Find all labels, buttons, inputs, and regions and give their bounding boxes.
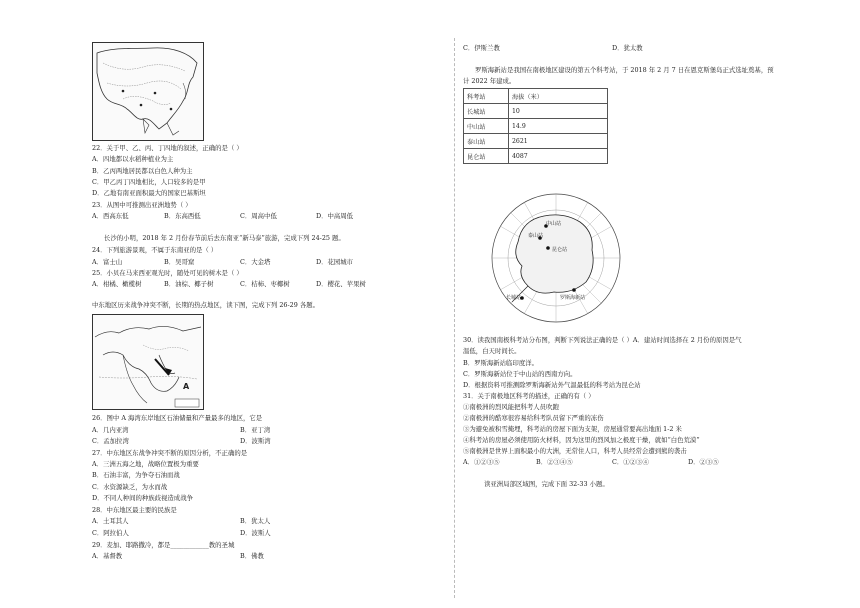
- q24-option-b[interactable]: B．吴哥窟: [164, 258, 195, 266]
- table-row: [464, 134, 608, 149]
- q23-stem: 23．从图中可推测出亚洲地势（ ）: [92, 201, 192, 209]
- q29-option-c[interactable]: C．伊斯兰教: [463, 44, 500, 52]
- q30-option-b[interactable]: B．罗斯海新站临印度洋。: [463, 359, 538, 367]
- q31-option-d[interactable]: D．②③⑤: [688, 458, 719, 466]
- q31-statement-4: ④科考站的房屋必须使用防火材料，因为这里的烈风加之极度干燥，就如“白色荒漠”: [463, 436, 700, 444]
- q24-option-d[interactable]: D．花园城市: [316, 258, 354, 266]
- table-cell-station: 中山站: [464, 119, 509, 134]
- q31-statement-2: ②南极洲的酷寒很容易给科考队员留下严重的冻伤: [463, 414, 604, 422]
- passage-32-33: 读亚洲局部区域图，完成下面 32-33 小题。: [484, 480, 609, 488]
- table-row: [464, 119, 608, 134]
- q23-option-b[interactable]: B．东高西低: [164, 212, 201, 220]
- q23-option-c[interactable]: C．周高中低: [240, 212, 277, 220]
- antarctica-station-map: [488, 190, 624, 326]
- passage-30-31-line1: 罗斯海新站是我国在南极地区建设的第五个科考站，于 2018 年 2 月 7 日在恩克斯堡岛正式选址奠基，预: [475, 66, 774, 74]
- label-zhongshan: 中山站: [546, 221, 562, 227]
- q30-stem-line1: 30．读我国南极科考站分布图，判断下列说法正确的是（ ）A．建站时间选择在 2 月份的原因是气: [463, 336, 742, 344]
- passage-30-31-line2: 计 2022 年建成。: [463, 77, 516, 85]
- q26-option-d[interactable]: D．波斯湾: [240, 437, 271, 445]
- q31-statement-5: ⑤南极洲是世界上面积最小的大洲，无常住人口，科考人员经常会遭到熊的袭击: [463, 447, 687, 455]
- table-cell-altitude: 4087: [509, 149, 608, 164]
- q24-stem: 24．下列旅游景观，不属于东南亚的是（ ）: [92, 246, 218, 254]
- q25-stem: 25．小贝在马来西亚观光时，随处可见的树木是（ ）: [92, 269, 243, 277]
- q25-option-c[interactable]: C．桔柿、枣椰树: [240, 280, 290, 288]
- table-cell-altitude: 14.9: [509, 119, 608, 134]
- q31-option-c[interactable]: C．①②③④: [612, 458, 649, 466]
- q31-option-b[interactable]: B．②③④⑤: [536, 458, 573, 466]
- column-divider: [454, 38, 455, 598]
- q22-option-d[interactable]: D．乙地有南亚面积最大的国家巴基斯坦: [92, 189, 206, 197]
- q28-stem: 28．中东地区最主要的民族是: [92, 506, 177, 514]
- q24-option-c[interactable]: C．大金塔: [240, 258, 271, 266]
- q26-stem: 26．图中 A 海湾东岸地区石油储量和产量最多的地区，它是: [92, 414, 263, 422]
- antarctica-map-drawing: [488, 190, 624, 326]
- map-point-a-label: A: [183, 382, 190, 391]
- q27-option-d[interactable]: D．不同人种间的种族歧视造成战争: [92, 494, 193, 502]
- middle-east-map: [92, 314, 204, 410]
- q31-statement-1: ①南极洲的烈风能把科考人员吹跑: [463, 403, 559, 411]
- q30-option-c[interactable]: C．罗斯海新站位于中山站的西南方向。: [463, 370, 577, 378]
- q26-option-b[interactable]: B．亚丁湾: [240, 426, 271, 434]
- asia-map: [92, 42, 204, 141]
- q27-option-a[interactable]: A．三洲五海之地，战略位置极为重要: [92, 460, 199, 468]
- table-cell-altitude: 2621: [509, 134, 608, 149]
- table-cell-station: 泰山站: [464, 134, 509, 149]
- table-header-row: [464, 89, 608, 104]
- q22-option-c[interactable]: C．甲乙丙丁四地相比，人口较多的是甲: [92, 178, 206, 186]
- q27-option-c[interactable]: C．水资源缺乏，为水而战: [92, 483, 168, 491]
- q27-option-b[interactable]: B．石油丰富，为争夺石油而战: [92, 471, 180, 479]
- q27-stem: 27．中东地区东战争冲突不断的原因分析，不正确的是: [92, 449, 248, 457]
- label-ross-sea-station: 罗斯海新站: [560, 295, 586, 301]
- table-cell-station: 昆仑站: [464, 149, 509, 164]
- label-changcheng: 长城站: [506, 295, 522, 301]
- table-header-altitude: 海拔（米）: [509, 89, 608, 104]
- passage-24-25: 长沙的小明，2018 年 2 月份春节前后去东南亚“新马泰”旅游，完成下列 24-25 题。: [104, 234, 345, 242]
- q29-option-b[interactable]: B．佛教: [240, 552, 264, 560]
- table-cell-altitude: 10: [509, 104, 608, 119]
- q31-option-a[interactable]: A．①②③⑤: [463, 458, 500, 466]
- q31-statement-3: ③为避免被积雪掩埋，科考站的房屋下面为支架，房屋通常要高出地面 1-2 米: [463, 425, 682, 433]
- q25-option-a[interactable]: A．柑橘、橄榄树: [92, 280, 142, 288]
- q28-option-c[interactable]: C．阿拉伯人: [92, 529, 129, 537]
- q30-option-d[interactable]: D．根据资料可推测除罗斯海新站外气温最低的科考站为昆仑站: [463, 381, 641, 389]
- q28-option-b[interactable]: B．犹太人: [240, 517, 271, 525]
- q29-option-d[interactable]: D．犹太教: [612, 44, 643, 52]
- q29-stem: 29．麦加、耶路撒冷，都是____________教的圣城: [92, 541, 235, 549]
- station-table: [463, 88, 608, 164]
- q23-option-d[interactable]: D．中高周低: [316, 212, 354, 220]
- q31-stem: 31．关于南极地区科考的描述，正确的有（ ）: [463, 392, 595, 400]
- q29-option-a[interactable]: A．基督教: [92, 552, 123, 560]
- table-row: [464, 104, 608, 119]
- table-row: [464, 149, 608, 164]
- q25-option-b[interactable]: B．油棕、椰子树: [164, 280, 214, 288]
- q28-option-d[interactable]: D．波斯人: [240, 529, 271, 537]
- q22-option-a[interactable]: A．四地都以水稻种植业为主: [92, 155, 174, 163]
- q26-option-a[interactable]: A．几内亚湾: [92, 426, 129, 434]
- label-taishan: 泰山站: [528, 233, 544, 239]
- q30-stem-line2: 温低，白天时间长。: [463, 347, 521, 355]
- table-header-station: 科考站: [464, 89, 509, 104]
- passage-26-29: 中东地区历来战争冲突不断，长期的热点地区，读下图，完成下列 26-29 各题。: [92, 301, 319, 309]
- q28-option-a[interactable]: A．土耳其人: [92, 517, 129, 525]
- q22-option-b[interactable]: B．乙丙两地居民都以白色人种为主: [92, 167, 193, 175]
- table-cell-station: 长城站: [464, 104, 509, 119]
- q25-option-d[interactable]: D．樱花、苹果树: [316, 280, 366, 288]
- q23-option-a[interactable]: A．西高东低: [92, 212, 129, 220]
- q22-stem: 22．关于甲、乙、丙、丁四地的叙述，正确的是（ ）: [92, 144, 243, 152]
- middle-east-map-drawing: [93, 315, 203, 409]
- q26-option-c[interactable]: C．孟加拉湾: [92, 437, 129, 445]
- q24-option-a[interactable]: A．富士山: [92, 258, 123, 266]
- asia-map-drawing: [93, 43, 203, 140]
- label-kunlun: 昆仑站: [552, 247, 568, 253]
